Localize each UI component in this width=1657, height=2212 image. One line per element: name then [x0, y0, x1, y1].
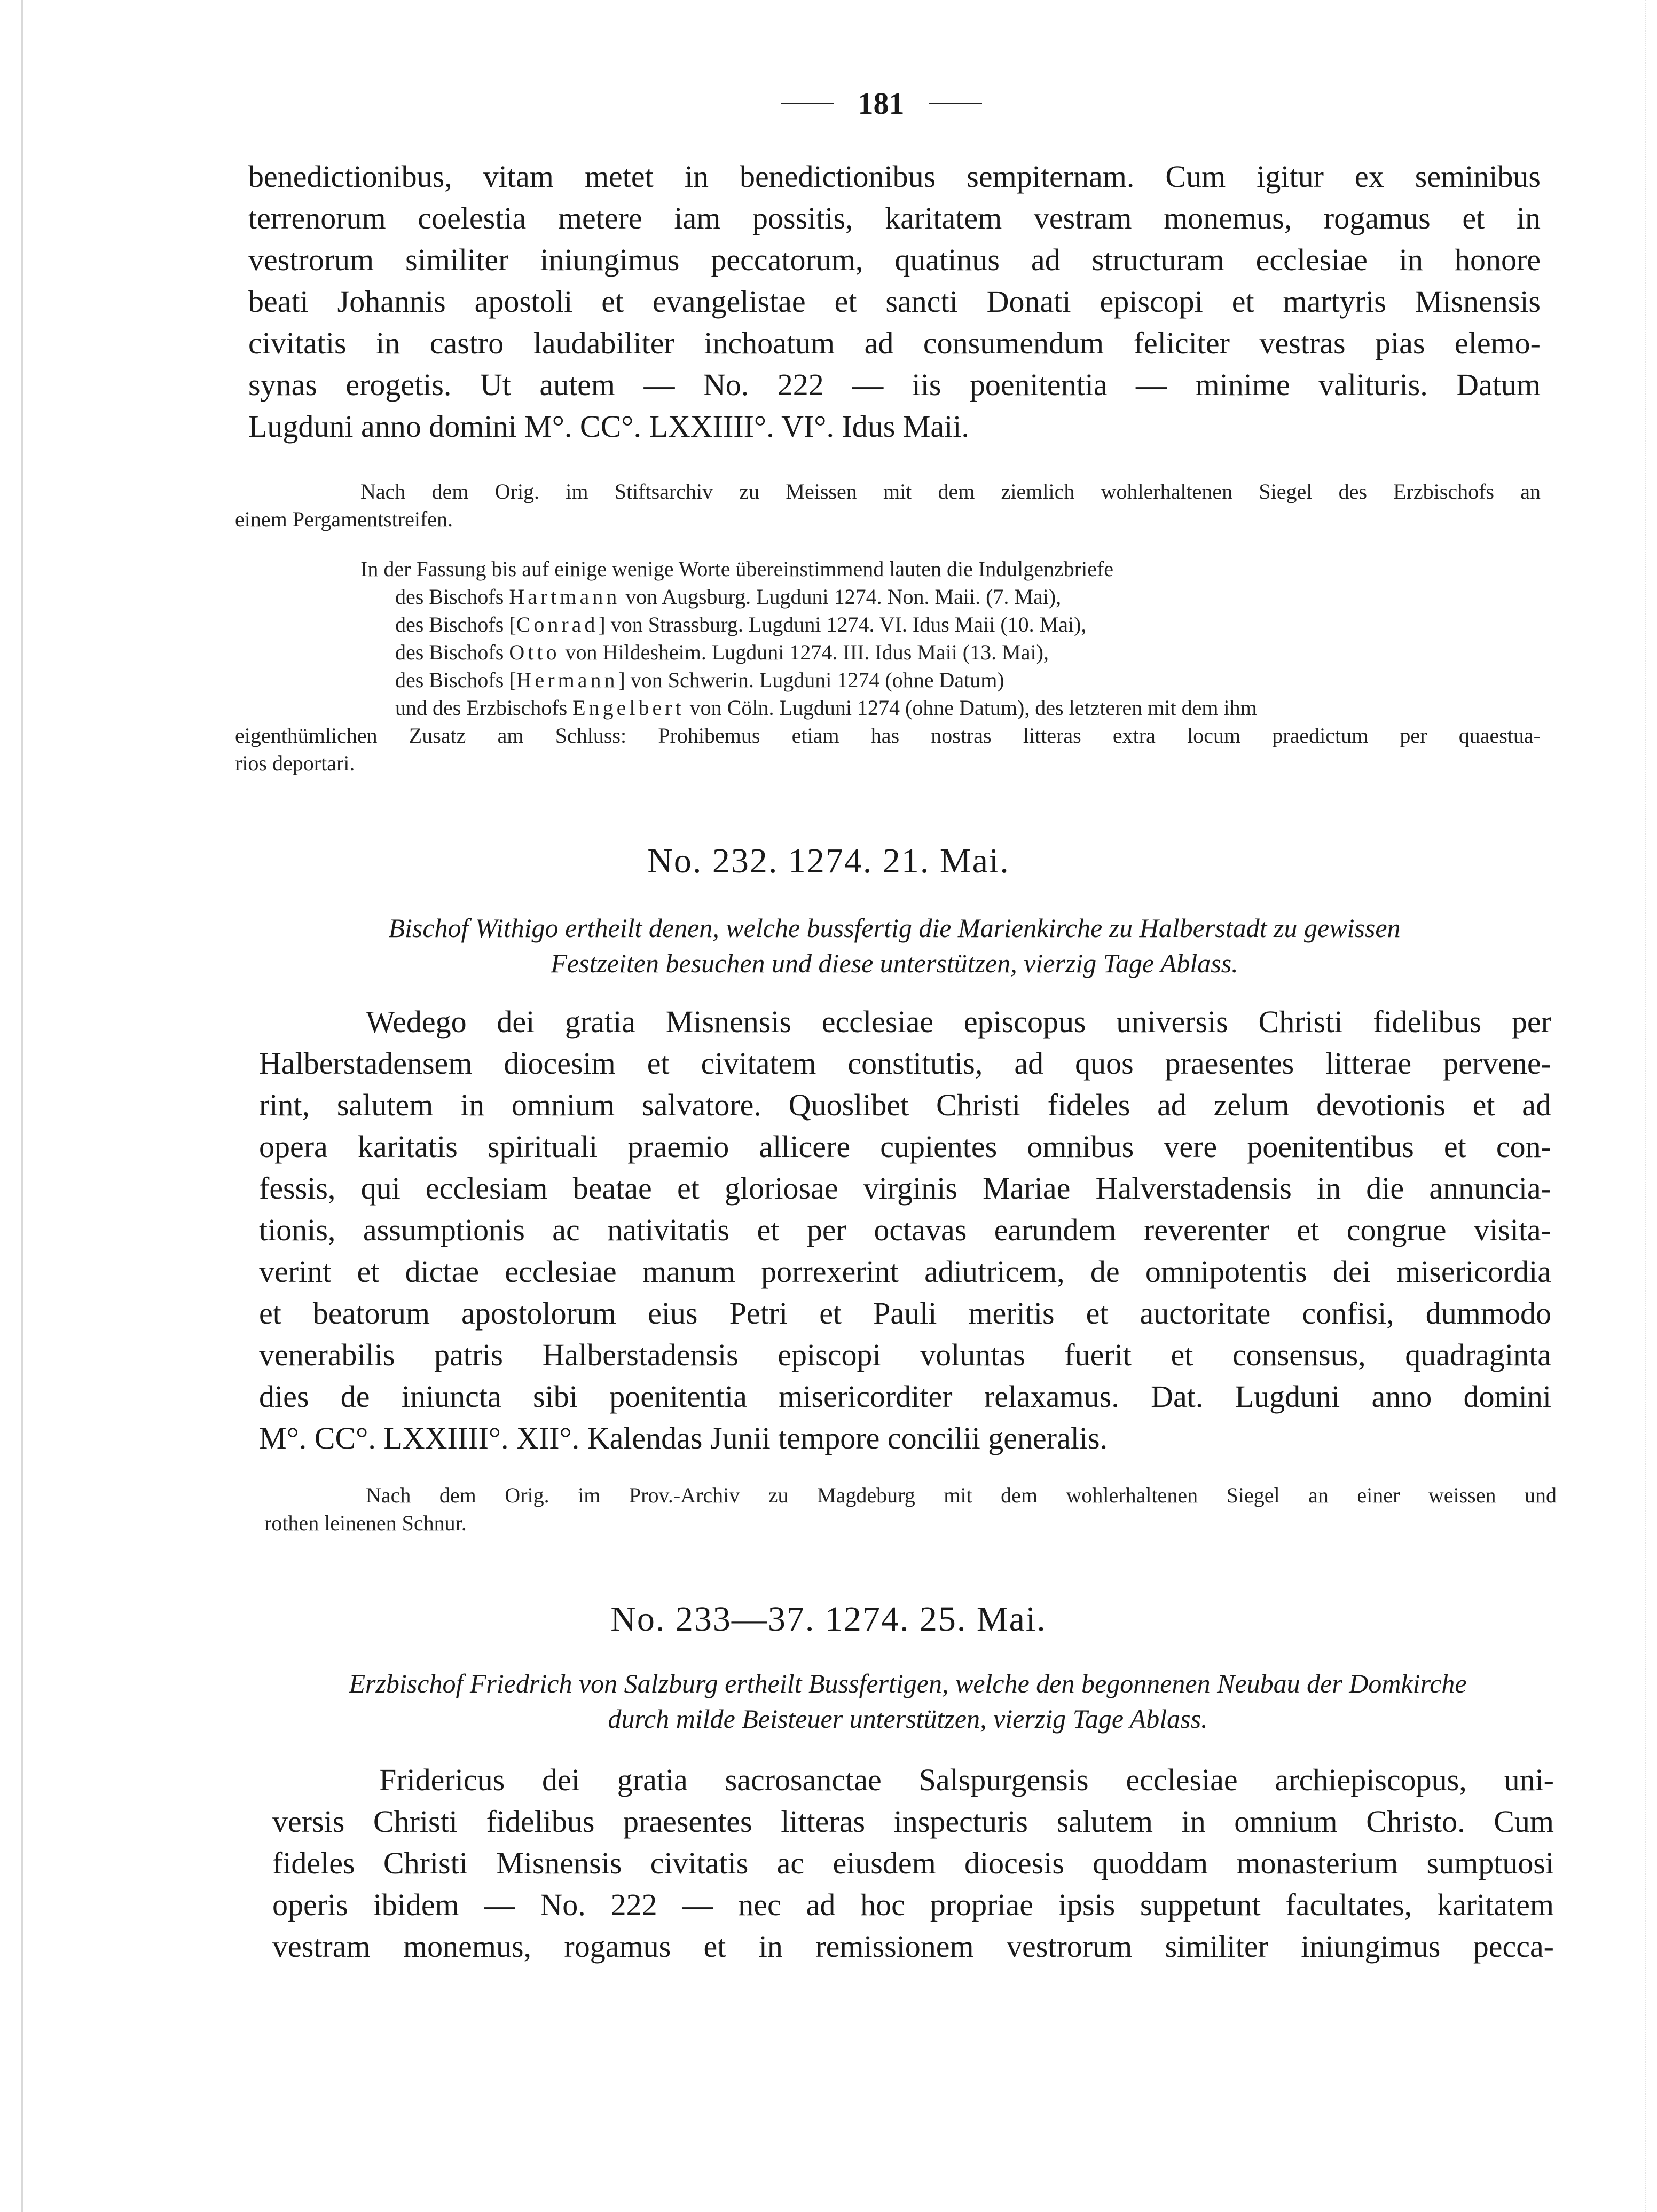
note-line: rios deportari.	[235, 751, 355, 775]
note-item	[235, 583, 1541, 611]
note-line: Nach dem Orig. im Prov.-Archiv zu Magdeburg mit dem wohlerhaltenen Siegel an einer weissen und	[366, 1483, 1557, 1507]
text-line: terrenorum coelestia metere iam possitis, karitatem vestram monemus, rogamus et in	[248, 201, 1541, 235]
archive-note-2	[235, 555, 1541, 777]
note-line: Nach dem Orig. im Stiftsarchiv zu Meissen mit dem ziemlich wohlerhaltenen Siegel des Erzbischofs an	[360, 479, 1541, 503]
summary-line: durch milde Beisteuer unterstützen, vierzig Tage Ablass.	[608, 1704, 1208, 1734]
page-header	[748, 85, 1015, 121]
summary-line: Bischof Withigo ertheilt denen, welche bussfertig die Marienkirche zu Halberstadt zu gewissen	[388, 913, 1401, 943]
text-line: Fridericus dei gratia sacrosanctae Salspurgensis ecclesiae archiepiscopus, uni-	[379, 1762, 1554, 1797]
summary-line: Erzbischof Friedrich von Salzburg ertheilt Bussfertigen, welche den begonnenen Neubau der Domkirche	[349, 1668, 1467, 1698]
text-line: civitatis in castro laudabiliter inchoatum ad consumendum feliciter vestras pias elemo-	[248, 326, 1541, 360]
note-item	[235, 666, 1541, 694]
note-line: einem Pergamentstreifen.	[235, 507, 453, 531]
text-line: vestram monemus, rogamus et in remissionem vestrorum similiter iniungimus pecca-	[272, 1929, 1554, 1964]
doc-232-heading: No. 232. 1274. 21. Mai.	[647, 841, 1010, 880]
note-item-pre: des Bischofs [	[395, 668, 516, 692]
bishop-name: Conrad	[516, 612, 599, 636]
header-rule-left	[781, 103, 834, 104]
note-item-post: von Cöln. Lugduni 1274 (ohne Datum), des letzteren mit dem ihm	[684, 696, 1257, 720]
note-line: eigenthümlichen Zusatz am Schluss: Prohibemus etiam has nostras litteras extra locum praedictum per quaestua-	[235, 723, 1541, 747]
note-item-post: von Augsburg. Lugduni 1274. Non. Maii. (7. Mai),	[620, 585, 1062, 609]
doc-233-text	[272, 1759, 1554, 1967]
text-line: et beatorum apostolorum eius Petri et Pauli meritis et auctoritate confisi, dummodo	[259, 1296, 1551, 1331]
text-line: Halberstadensem diocesim et civitatem constitutis, ad quos praesentes litterae pervene-	[259, 1046, 1551, 1081]
text-line: operis ibidem — No. 222 — nec ad hoc propriae ipsis suppetunt facultates, karitatem	[272, 1887, 1554, 1922]
text-line: vestrorum similiter iniungimus peccatorum, quatinus ad structuram ecclesiae in honore	[248, 242, 1541, 277]
bishop-name: Engelbert	[572, 696, 685, 720]
text-line: dies de iniuncta sibi poenitentia misericorditer relaxamus. Dat. Lugduni anno domini	[259, 1379, 1551, 1414]
bishop-name: Hartmann	[509, 585, 621, 609]
page-number: 181	[858, 86, 905, 121]
text-line: verint et dictae ecclesiae manum porrexerint adiutricem, de omnipotentis dei misericordia	[259, 1254, 1551, 1289]
bishop-name: Otto	[509, 640, 560, 664]
note-item-pre: des Bischofs [	[395, 612, 516, 636]
note-item	[235, 694, 1541, 722]
text-line: Wedego dei gratia Misnensis ecclesiae episcopus universis Christi fidelibus per	[366, 1004, 1551, 1039]
note-item-post: ] von Schwerin. Lugduni 1274 (ohne Datum)	[618, 668, 1004, 692]
text-line: opera karitatis spirituali praemio allicere cupientes omnibus vere poenitentibus et con-	[259, 1129, 1551, 1164]
note-item-pre: des Bischofs	[395, 585, 509, 609]
header-rule-right	[929, 103, 982, 104]
note-item	[235, 611, 1541, 639]
doc-232-text	[259, 1001, 1551, 1459]
text-line: M°. CC°. LXXIIII°. XII°. Kalendas Junii tempore concilii generalis.	[259, 1421, 1108, 1455]
scan-left-edge	[0, 0, 23, 2212]
note-item-post: ] von Strassburg. Lugduni 1274. VI. Idus Maii (10. Mai),	[598, 612, 1087, 636]
note-item	[235, 639, 1541, 666]
note-line: rothen leinenen Schnur.	[264, 1511, 467, 1535]
doc-233-summary	[262, 1666, 1554, 1736]
note-item-pre: des Bischofs	[395, 640, 509, 664]
text-line: Lugduni anno domini M°. CC°. LXXIIII°. VI°. Idus Maii.	[248, 409, 969, 444]
text-line: beati Johannis apostoli et evangelistae et sancti Donati episcopi et martyris Misnensis	[248, 284, 1541, 319]
archive-note-1	[235, 478, 1541, 533]
text-line: tionis, assumptionis ac nativitatis et per octavas earundem reverenter et congrue visita-	[259, 1213, 1551, 1247]
doc-232-archive-note	[264, 1482, 1557, 1537]
text-line: benedictionibus, vitam metet in benedictionibus sempiternam. Cum igitur ex seminibus	[248, 159, 1541, 194]
intro-paragraph	[248, 156, 1541, 447]
doc-232-summary	[248, 910, 1541, 981]
doc-233-heading: No. 233—37. 1274. 25. Mai.	[610, 1600, 1047, 1639]
text-line: fideles Christi Misnensis civitatis ac eiusdem diocesis quoddam monasterium sumptuosi	[272, 1846, 1554, 1880]
text-line: venerabilis patris Halberstadensis episcopi voluntas fuerit et consensus, quadraginta	[259, 1337, 1551, 1372]
text-line: rint, salutem in omnium salvatore. Quoslibet Christi fideles ad zelum devotionis et ad	[259, 1088, 1551, 1122]
note-intro: In der Fassung bis auf einige wenige Worte übereinstimmend lauten die Indulgenzbriefe	[360, 557, 1114, 581]
summary-line: Festzeiten besuchen und diese unterstützen, vierzig Tage Ablass.	[551, 948, 1238, 978]
note-item-post: von Hildesheim. Lugduni 1274. III. Idus Maii (13. Mai),	[560, 640, 1049, 664]
text-line: versis Christi fidelibus praesentes litteras inspecturis salutem in omnium Christo. Cum	[272, 1804, 1554, 1839]
text-line: fessis, qui ecclesiam beatae et gloriosae virginis Mariae Halverstadensis in die annuncia-	[259, 1171, 1551, 1206]
scan-right-edge	[1645, 0, 1657, 2212]
note-item-pre: und des Erzbischofs	[395, 696, 573, 720]
text-line: synas erogetis. Ut autem — No. 222 — iis poenitentia — minime valituris. Datum	[248, 367, 1541, 402]
bishop-name: Hermann	[516, 668, 618, 692]
